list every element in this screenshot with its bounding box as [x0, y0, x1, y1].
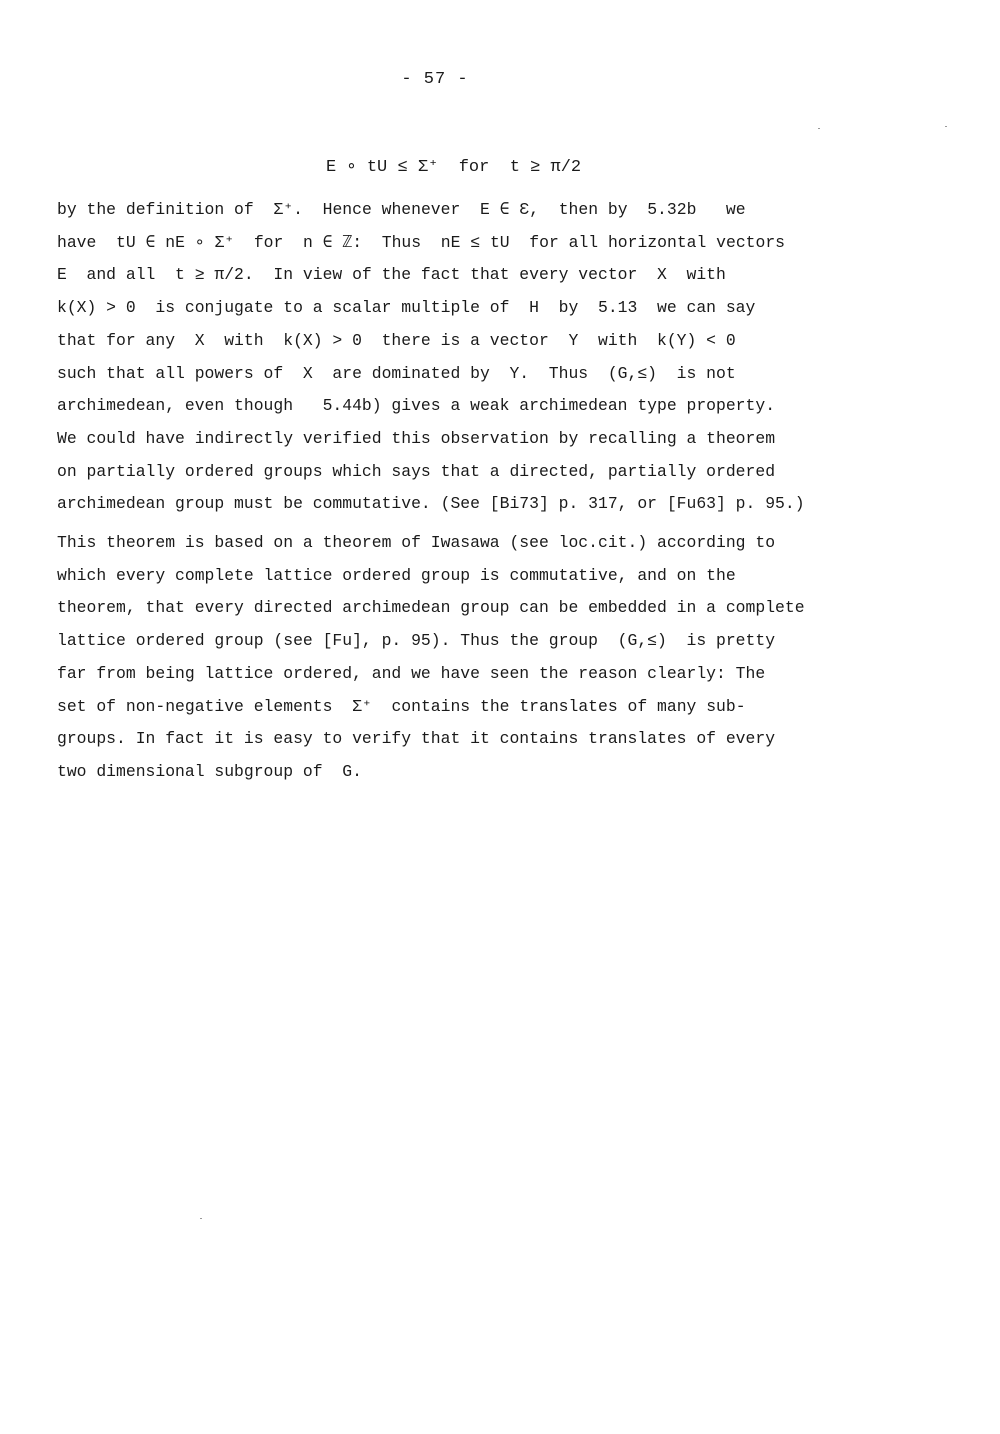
text-line: groups. In fact it is easy to verify that it contains translates of every	[57, 729, 776, 749]
text-line: archimedean group must be commutative. (See [Bi73] p. 317, or [Fu63] p. 95.)	[57, 494, 805, 514]
display-equation: E ∘ tU ≤ Σ⁺ for t ≥ π/2	[326, 158, 582, 177]
paragraph-1	[57, 194, 887, 521]
text-line: have tU ∈ nE ∘ Σ⁺ for n ∈ ℤ: Thus nE ≤ tU for all horizontal vectors	[57, 232, 786, 252]
text-line: set of non-negative elements Σ⁺ contains the translates of many sub-	[57, 696, 746, 716]
text-line: on partially ordered groups which says that a directed, partially ordered	[57, 461, 776, 481]
text-line: such that all powers of X are dominated by Y. Thus (G,≤) is not	[57, 363, 736, 383]
text-line: We could have indirectly verified this observation by recalling a theorem	[57, 428, 776, 448]
text-line: theorem, that every directed archimedean group can be embedded in a complete	[57, 598, 805, 618]
scan-speck	[200, 1218, 202, 1219]
text-line: by the definition of Σ⁺. Hence whenever E ∈ Ɛ, then by 5.32b we	[57, 200, 746, 219]
text-line: k(X) > 0 is conjugate to a scalar multiple of H by 5.13 we can say	[57, 298, 756, 318]
scan-speck	[945, 126, 947, 127]
text-line: far from being lattice ordered, and we have seen the reason clearly: The	[57, 663, 766, 683]
paragraph-2	[57, 527, 887, 789]
text-line: This theorem is based on a theorem of Iwasawa (see loc.cit.) according to	[57, 533, 776, 552]
text-line: E and all t ≥ π/2. In view of the fact that every vector X with	[57, 265, 726, 285]
text-line: which every complete lattice ordered group is commutative, and on the	[57, 565, 736, 585]
text-line: lattice ordered group (see [Fu], p. 95). Thus the group (G,≤) is pretty	[57, 631, 776, 651]
text-line: two dimensional subgroup of G.	[57, 761, 362, 781]
text-line: archimedean, even though 5.44b) gives a weak archimedean type property.	[57, 396, 776, 416]
page-number: - 57 -	[401, 70, 469, 89]
text-line: that for any X with k(X) > 0 there is a vector Y with k(Y) < 0	[57, 330, 736, 350]
scan-speck	[818, 128, 820, 129]
